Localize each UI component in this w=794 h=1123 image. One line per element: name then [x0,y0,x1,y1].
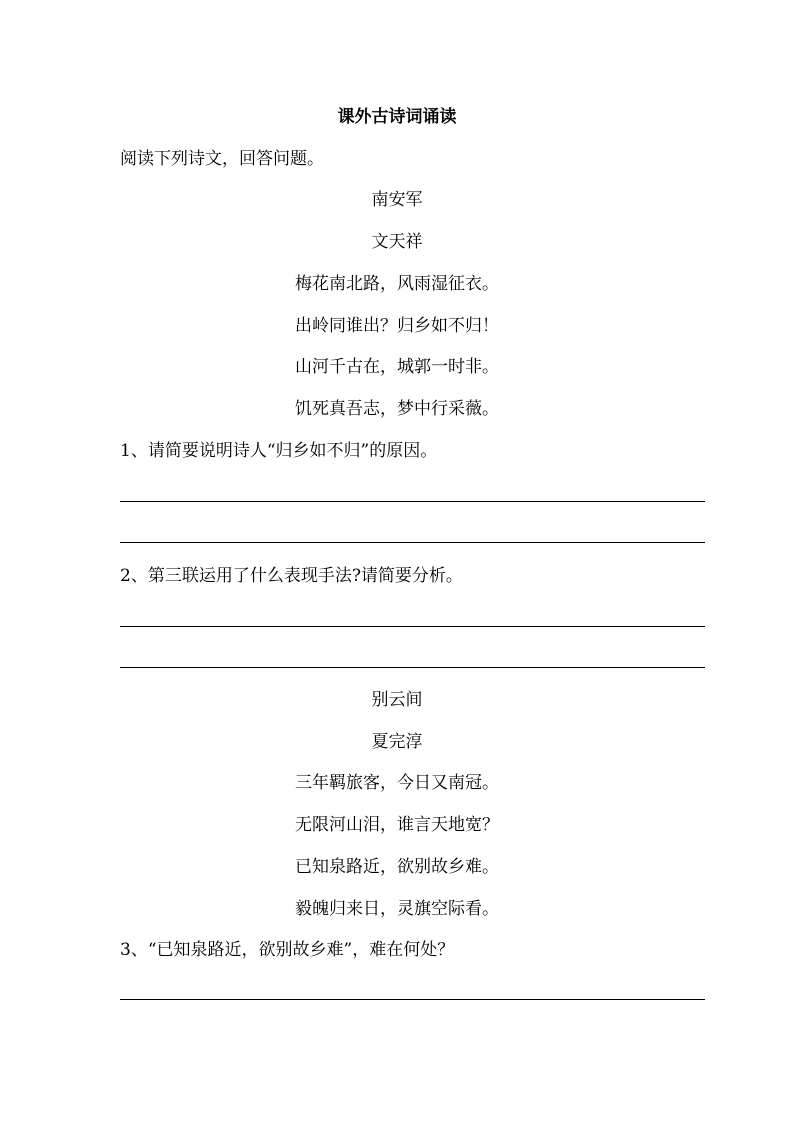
poem2-line-3: 已知泉路近，欲别故乡难。 [295,857,499,877]
poem2-line-2: 无限河山泪，谁言天地宽？ [295,815,499,835]
poem2-line-1: 三年羁旅客，今日又南冠。 [295,773,499,793]
answer-line-2a[interactable] [120,626,705,627]
poem1-line-2: 出岭同谁出？归乡如不归！ [295,316,499,336]
instruction-text: 阅读下列诗文，回答问题。 [120,149,324,169]
poem2-author: 夏完淳 [371,732,423,752]
poem1-line-3: 山河千古在，城郭一时非。 [295,357,499,377]
question-1: 1、请简要说明诗人“归乡如不归”的原因。 [120,441,438,461]
answer-line-2b[interactable] [120,667,705,668]
question-3: 3、“已知泉路近，欲别故乡难”，难在何处？ [120,940,455,960]
question-2: 2、第三联运用了什么表现手法?请简要分析。 [120,566,463,586]
poem1-line-1: 梅花南北路，风雨湿征衣。 [295,274,499,294]
poem1-author: 文天祥 [371,232,423,252]
answer-line-1b[interactable] [120,542,705,543]
poem1-title: 南安军 [371,190,423,210]
poem1-line-4: 饥死真吾志，梦中行采薇。 [295,399,499,419]
answer-line-3a[interactable] [120,999,705,1000]
answer-line-1a[interactable] [120,501,705,502]
page-title: 课外古诗词诵读 [337,107,457,127]
poem2-title: 别云间 [371,690,423,710]
poem2-line-4: 毅魄归来日，灵旗空际看。 [295,899,499,919]
